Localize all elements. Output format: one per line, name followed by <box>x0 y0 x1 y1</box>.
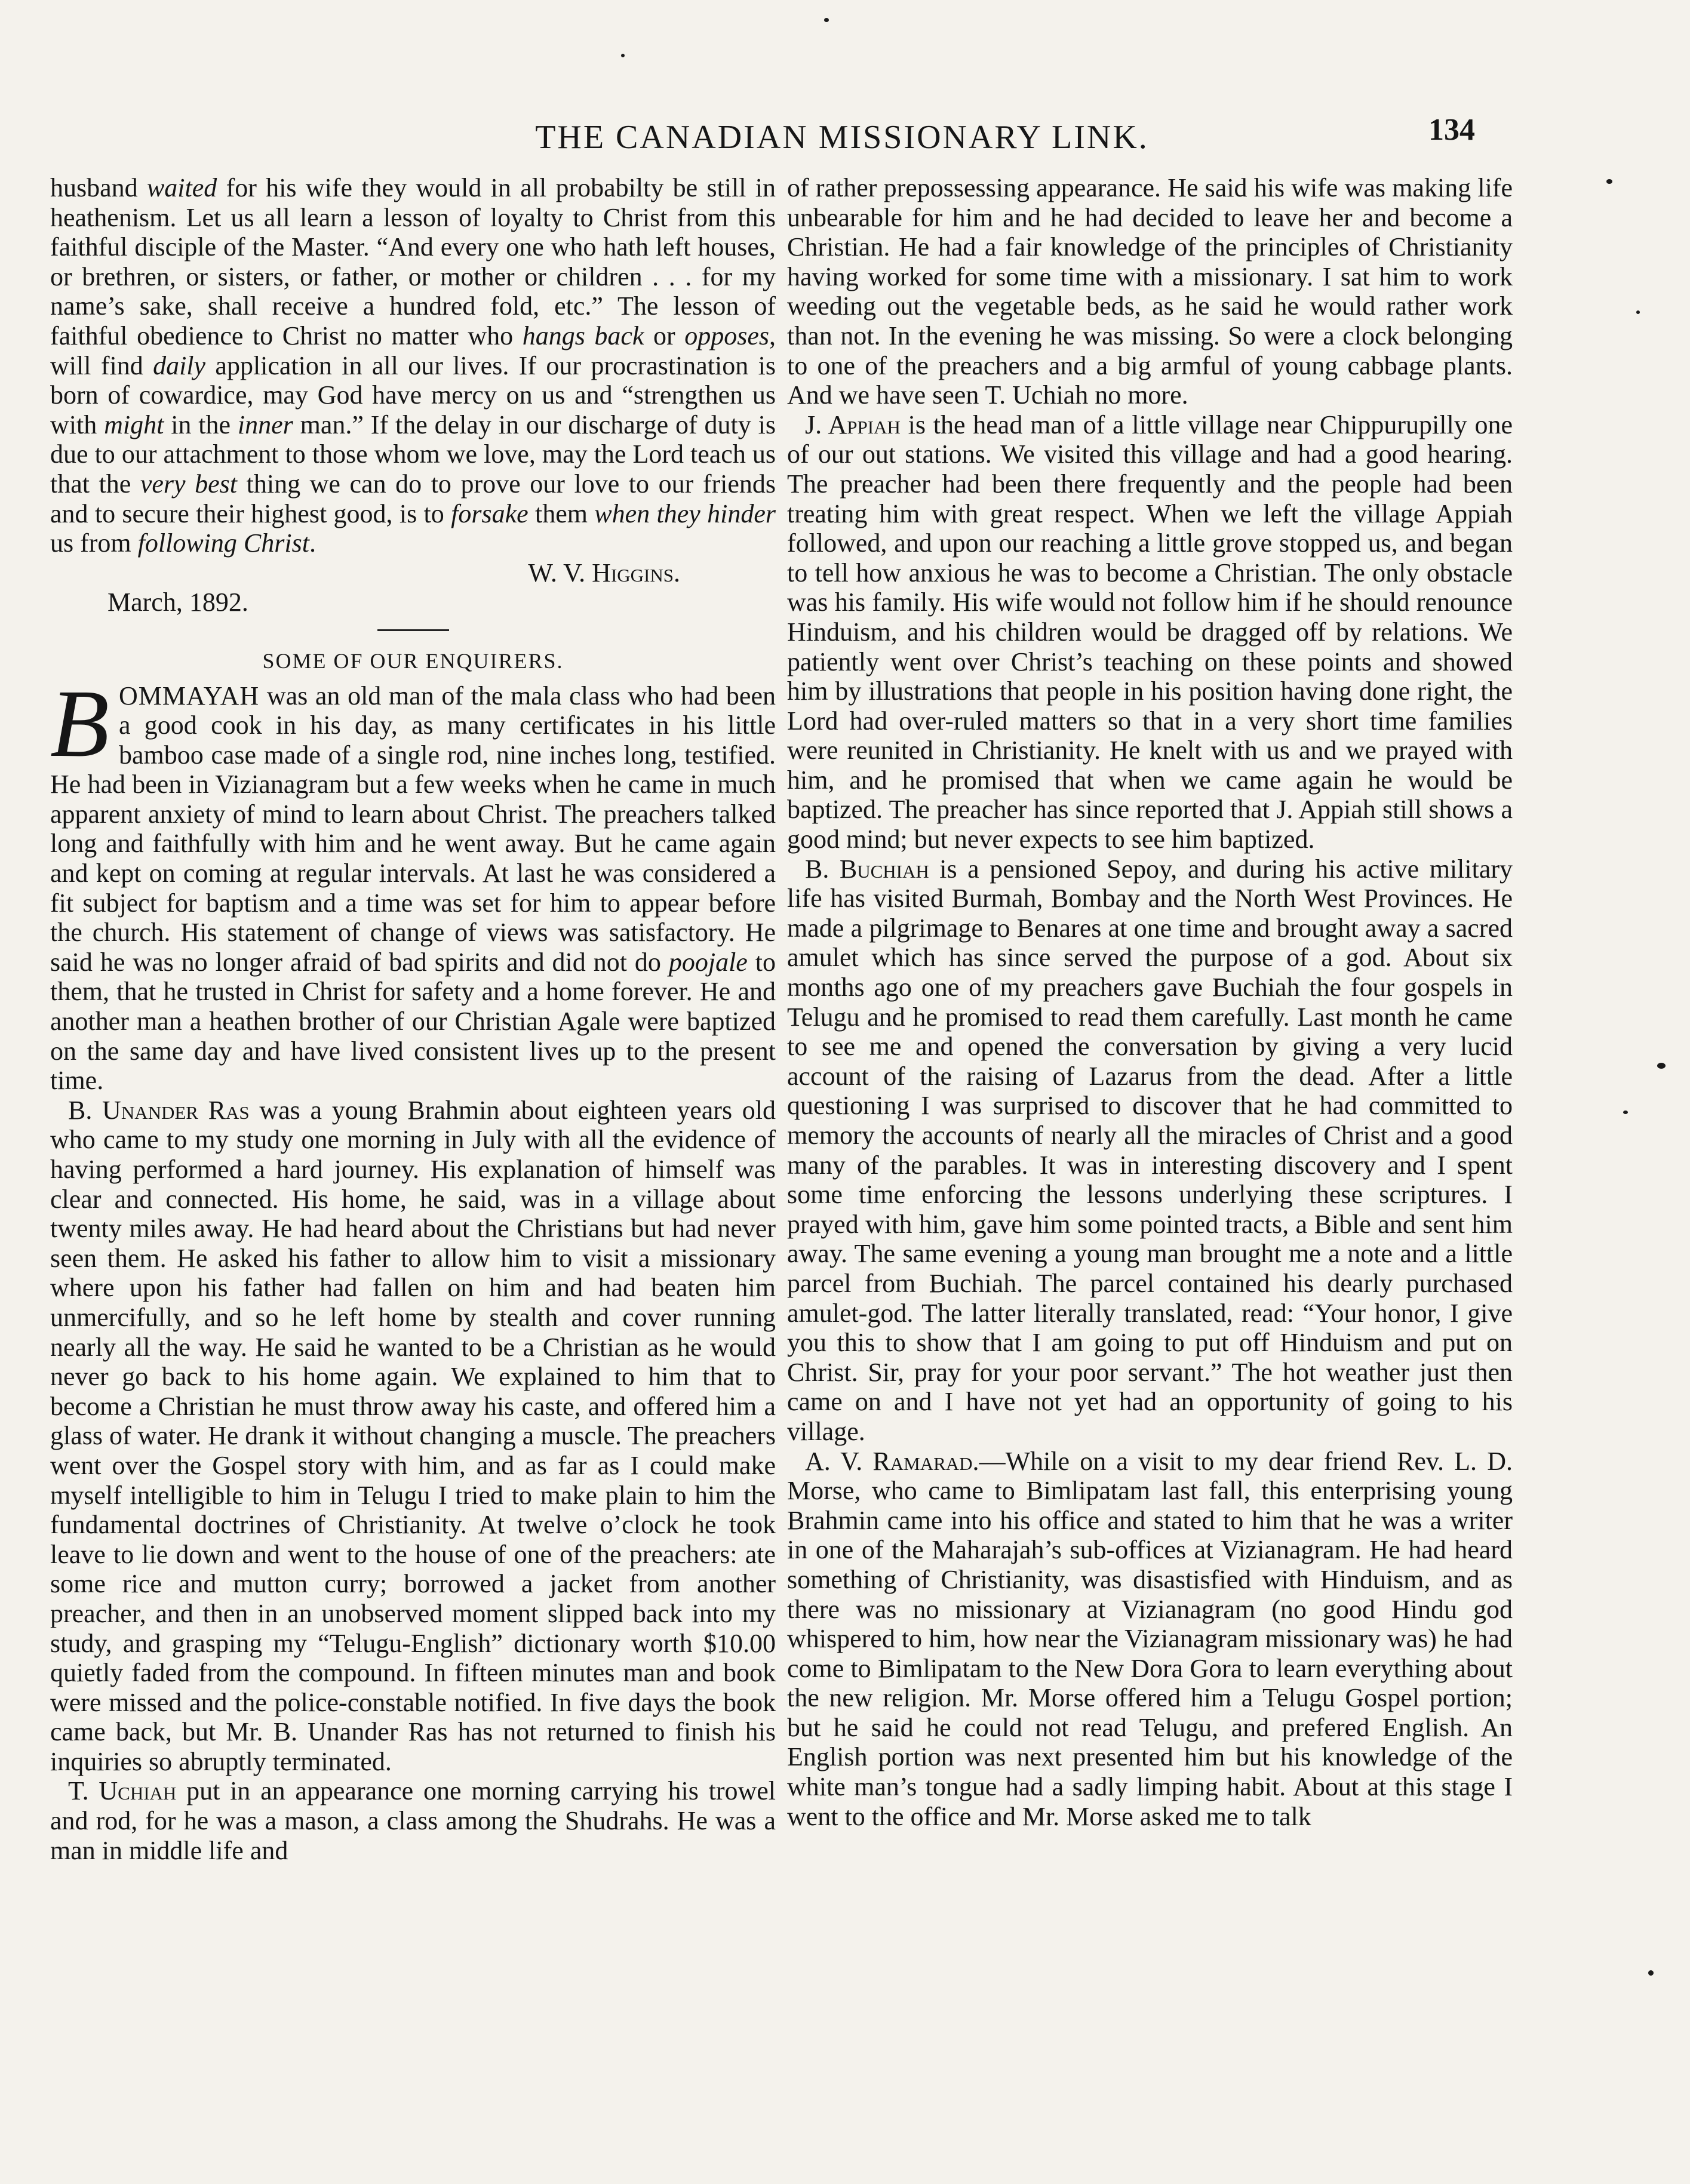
running-header-title: THE CANADIAN MISSIONARY LINK. <box>535 119 1149 156</box>
left-column <box>50 173 776 1865</box>
paragraph-buchiah: B. Buchiah is a pensioned Sepoy, and during his active military life has visited Burmah, Bombay and the North West Provinces. He made a pilgrimage to Benares at one time and brought away a sacred amulet which has since served the purpose of a god. About six months ago one of my preachers gave Buchiah the four gospels in Telugu and he promised to read them carefully. Last month he came to see me and opened the conversation by giving a very lucid account of the raising of Lazarus from the dead. After a little questioning I was surprised to discover that he had committed to memory the accounts of nearly all the miracles of Christ and a good many of the parables. It was in interesting discovery and I spent some time enforcing the lessons underlying these scriptures. I prayed with him, gave him some pointed tracts, a Bible and sent him away. The same evening a young man brought me a note and a little parcel from Buchiah. The parcel contained his dearly purchased amulet-god. The latter literally translated, read: “Your honor, I give you this to show that I am going to put off Hinduism and put on Christ. Sir, pray for your poor servant.” The hot weather just then came on and I have not yet had an opportunity of going to his village. <box>787 854 1513 1446</box>
author-signature: W. V. Higgins. <box>528 558 680 587</box>
drop-cap-initial: B <box>50 670 109 777</box>
paragraph-unander-ras: B. Unander Ras was a young Brahmin about eighteen years old who came to my study one morning in July with all the evidence of having performed a hard journey. His explanation of himself was clear and connected. His home, he said, was in a village about twenty miles away. He had heard about the Christians but had never seen them. He asked his father to allow him to visit a missionary where upon his father had fallen on him and had beaten him unmercifully, and so he left home by stealth and cover running nearly all the way. He said he wanted to be a Christian as he would never go back to his home again. We explained to him that to become a Christian he must throw away his caste, and offered him a glass of water. He drank it without changing a muscle. The preachers went over the Gospel story with him, and as far as I could make myself intelligible to him in Telugu I tried to make plain to him the fundamental doctrines of Christianity. At twelve o’clock he took leave to lie down and went to the house of one of the preachers: ate some rice and mutton curry; borrowed a jacket from another preacher, and then in an unobserved moment slipped back into my study, and grasping my “Telugu-English” dictionary worth $10.00 quietly faded from the compound. In fifteen minutes man and book were missed and the police-constable notified. In five days the book came back, but Mr. B. Unander Ras has not returned to finish his inquiries so abruptly terminated. <box>50 1095 776 1776</box>
section-heading: SOME OF OUR ENQUIRERS. <box>262 648 564 673</box>
paragraph-appiah: J. Appiah is the head man of a little village near Chippurupilly one of our out stations. We visited this village and had a good hearing. The preacher had been there frequently and the people had been treating him with great respect. When we left the village Appiah followed, and upon our reaching a little grove stopped us, and began to tell how anxious he was to become a Christian. The only obstacle was his family. His wife would not follow him if he should renounce Hinduism, and his children would be dragged off by relations. We patiently went over Christ’s teaching on these points and showed him by illustrations that people in his position having done right, the Lord had over-ruled matters so that in a very short time families were reunited in Christianity. He knelt with us and we prayed with him, and he promised that when we came again he would be baptized. The preacher has since reported that J. Appiah still shows a good mind; but never expects to see him baptized. <box>787 410 1513 854</box>
paragraph-ramarad: A. V. Ramarad.—While on a visit to my dear friend Rev. L. D. Morse, who came to Bimlipatam last fall, this enterprising young Brahmin came into his office and stated to him that he was a writer in one of the Maharajah’s sub-offices at Vizianagram. He had heard something of Christianity, was disastisfied with Hinduism, and as there was no missionary at Vizianagram (no good Hindu god whispered to him, how near the Vizianagram missionary was) he had come to Bimlipatam to the New Dora Gora to learn everything about the new religion. Mr. Morse offered him a Telugu Gospel portion; but he said he could not read Telugu, and prefered English. An English portion was next presented him but his knowledge of the white man’s tongue had a sadly limping habit. About at this stage I went to the office and Mr. Morse asked me to talk <box>787 1446 1513 1831</box>
paragraph-bommayah: BOMMAYAH was an old man of the mala class who had been a good cook in his day, as many certificates in his little bamboo case made of a single rod, nine inches long, testified. He had been in Vizianagram but a few weeks when he came in much apparent anxiety of mind to learn about Christ. The preachers talked long and faithfully with him and he went away. But he came again and kept on coming at regular intervals. At last he was considered a fit subject for baptism and a time was set for him to appear before the church. His statement of change of views was satisfactory. He said he was no longer afraid of bad spirits and did not do poojale to them, that he trusted in Christ for safety and a home forever. He and another man a heathen brother of our Christian Agale were baptized on the same day and have lived consistent lives up to the present time. <box>50 670 776 1096</box>
paragraph-higgins-conclusion: husband waited for his wife they would in all probabilty be still in heathenism. Let us all learn a lesson of loyalty to Christ from this faithful disciple of the Master. “And every one who hath left houses, or brethren, or sisters, or father, or mother or children . . . for my name’s sake, shall receive a hundred fold, etc.” The lesson of faithful obedience to Christ no matter who hangs back or opposes, will find daily application in all our lives. If our procrastination is born of cowardice, may God have mercy on us and “strengthen us with might in the inner man.” If the delay in our discharge of duty is due to our attachment to those whom we love, may the Lord teach us that the very best thing we can do to prove our love to our friends and to secure their highest good, is to forsake them when they hinder us from following Christ. <box>50 173 776 558</box>
paragraph-uchiah: T. Uchiah put in an appearance one morning carrying his trowel and rod, for he was a mason, a class among the Shudrahs. He was a man in middle life and <box>50 1776 776 1865</box>
right-column <box>787 173 1513 1831</box>
page-number: 134 <box>1428 113 1475 147</box>
dateline: March, 1892. <box>107 587 248 617</box>
section-divider <box>377 629 449 631</box>
paragraph-uchiah-continued: of rather prepossessing appearance. He said his wife was making life unbearable for him and he had decided to leave her and become a Christian. He had a fair knowledge of the principles of Christianity having worked for some time with a missionary. I sat him to work weeding out the vegetable beds, as he said he would rather work than not. In the evening he was missing. So were a clock belonging to one of the preachers and a big armful of young cabbage plants. And we have seen T. Uchiah no more. <box>787 173 1513 410</box>
